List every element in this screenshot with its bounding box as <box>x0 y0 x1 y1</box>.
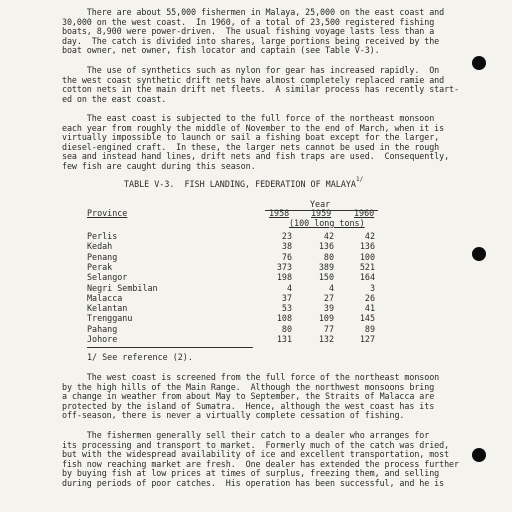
paragraph-fishermen: There are about 55,000 fishermen in Malaya, 25,000 on the east coast and 30,000 on the west coast. In 1960, of a total of 23,500 registered fishing boats, 8,900 were power-driven. The usual fishing voyage lasts less than a day. The catch is divided into shares, large portions being received by the boat owner, net owner, fish locator and captain (see Table V-3). <box>62 7 445 56</box>
province-cell: Perlis <box>87 231 118 241</box>
landing-value-cell: 521 <box>359 261 375 272</box>
landing-value-cell: 27 <box>323 292 334 303</box>
year-header: Year <box>310 199 331 209</box>
landing-value-cell: 136 <box>359 241 375 252</box>
landing-value-cell: 37 <box>281 292 292 303</box>
province-cell: Malacca <box>87 292 123 303</box>
landing-value-cell: 39 <box>323 303 334 314</box>
year-1960-header: 1960 <box>354 208 375 218</box>
landing-value-cell: 80 <box>323 251 334 262</box>
binder-hole-bottom <box>472 448 486 462</box>
landing-value-cell: 77 <box>323 323 334 334</box>
landing-value-cell: 41 <box>364 303 375 314</box>
landing-value-cell: 145 <box>359 313 375 324</box>
landing-value-cell: 373 <box>276 261 292 272</box>
landing-value-cell: 100 <box>359 251 375 262</box>
footnote-rule <box>87 347 253 348</box>
paragraph-synthetics: The use of synthetics such as nylon for gear has increased rapidly. On the west coast synthetic drift nets have almost completely replaced ramie and cotton nets in the main drift net fleets. A similar process has recently start- ed on the east coast. <box>62 65 459 104</box>
landing-value-cell: 42 <box>364 231 375 241</box>
landing-value-cell: 42 <box>323 231 334 241</box>
landing-value-cell: 164 <box>359 272 375 283</box>
footnote: 1/ See reference (2). <box>87 352 193 362</box>
landing-value-cell: 108 <box>276 313 292 324</box>
province-cell: Negri Sembilan <box>87 282 158 293</box>
province-header: Province <box>87 208 128 218</box>
landing-value-cell: 3 <box>369 282 375 293</box>
paragraph-east-coast: The east coast is subjected to the full force of the northeast monsoon each year from roughly the middle of November to the end of March, when it is virtually impossible to launch or sail a fishing boat except for the larger, diesel-engined craft. In these, the larger nets cannot be used in the rough sea and instead hand lines, drift nets and fish traps are used. Consequently, few fish are caught during this season. <box>62 113 450 171</box>
landing-value-cell: 131 <box>276 334 292 344</box>
binder-hole-top <box>472 56 486 70</box>
landing-value-cell: 38 <box>281 241 292 252</box>
landing-value-cell: 89 <box>364 323 375 334</box>
landing-value-cell: 80 <box>281 323 292 334</box>
landing-value-cell: 389 <box>318 261 334 272</box>
landing-value-cell: 4 <box>328 282 334 293</box>
year-1959-header: 1959 <box>311 208 332 218</box>
landing-value-cell: 23 <box>281 231 292 241</box>
landing-value-cell: 4 <box>286 282 292 293</box>
province-cell: Kedah <box>87 241 113 252</box>
province-cell: Perak <box>87 261 113 272</box>
landing-value-cell: 53 <box>281 303 292 314</box>
units-label: (100 long tons) <box>289 218 365 228</box>
province-cell: Trengganu <box>87 313 133 324</box>
province-cell: Selangor <box>87 272 128 283</box>
table-title-footnote-mark: 1/ <box>355 176 364 183</box>
landing-value-cell: 150 <box>318 272 334 283</box>
landing-value-cell: 127 <box>359 334 375 344</box>
table-title: TABLE V-3. FISH LANDING, FEDERATION OF $MALAYA^{1/}$ <box>124 176 364 189</box>
province-cell: Pahang <box>87 323 118 334</box>
paragraph-west-coast: The west coast is screened from the full force of the northeast monsoon by the high hills of the Main Range. Although the northwest monsoons bring a change in weather from about May to September, the Straits of Malacca are protected by the island of Sumatra. Hence, although the west coast has its off-season, there is never a virtually complete cessation of fishing. <box>62 372 440 421</box>
landing-value-cell: 76 <box>281 251 292 262</box>
landing-value-cell: 198 <box>276 272 292 283</box>
binder-hole-middle <box>472 247 486 261</box>
landing-value-cell: 109 <box>318 313 334 324</box>
province-cell: Kelantan <box>87 303 128 314</box>
landing-value-cell: 136 <box>318 241 334 252</box>
province-cell: Johore <box>87 334 118 344</box>
year-1958-header: 1958 <box>269 208 290 218</box>
landing-value-cell: 26 <box>364 292 375 303</box>
landing-value-cell: 132 <box>318 334 334 344</box>
province-cell: Penang <box>87 251 118 262</box>
paragraph-marketing: The fishermen generally sell their catch to a dealer who arranges for its processing and transport to market. Formerly much of the catch was dried, but with the widespread availability of ice and excellent transportation, most fish now reaching market are fresh. One dealer has extended the process further by buying fish at low prices at times of surplus, freezing them, and selling during periods of poor catches. His operation has been successful, and he is <box>62 430 459 488</box>
